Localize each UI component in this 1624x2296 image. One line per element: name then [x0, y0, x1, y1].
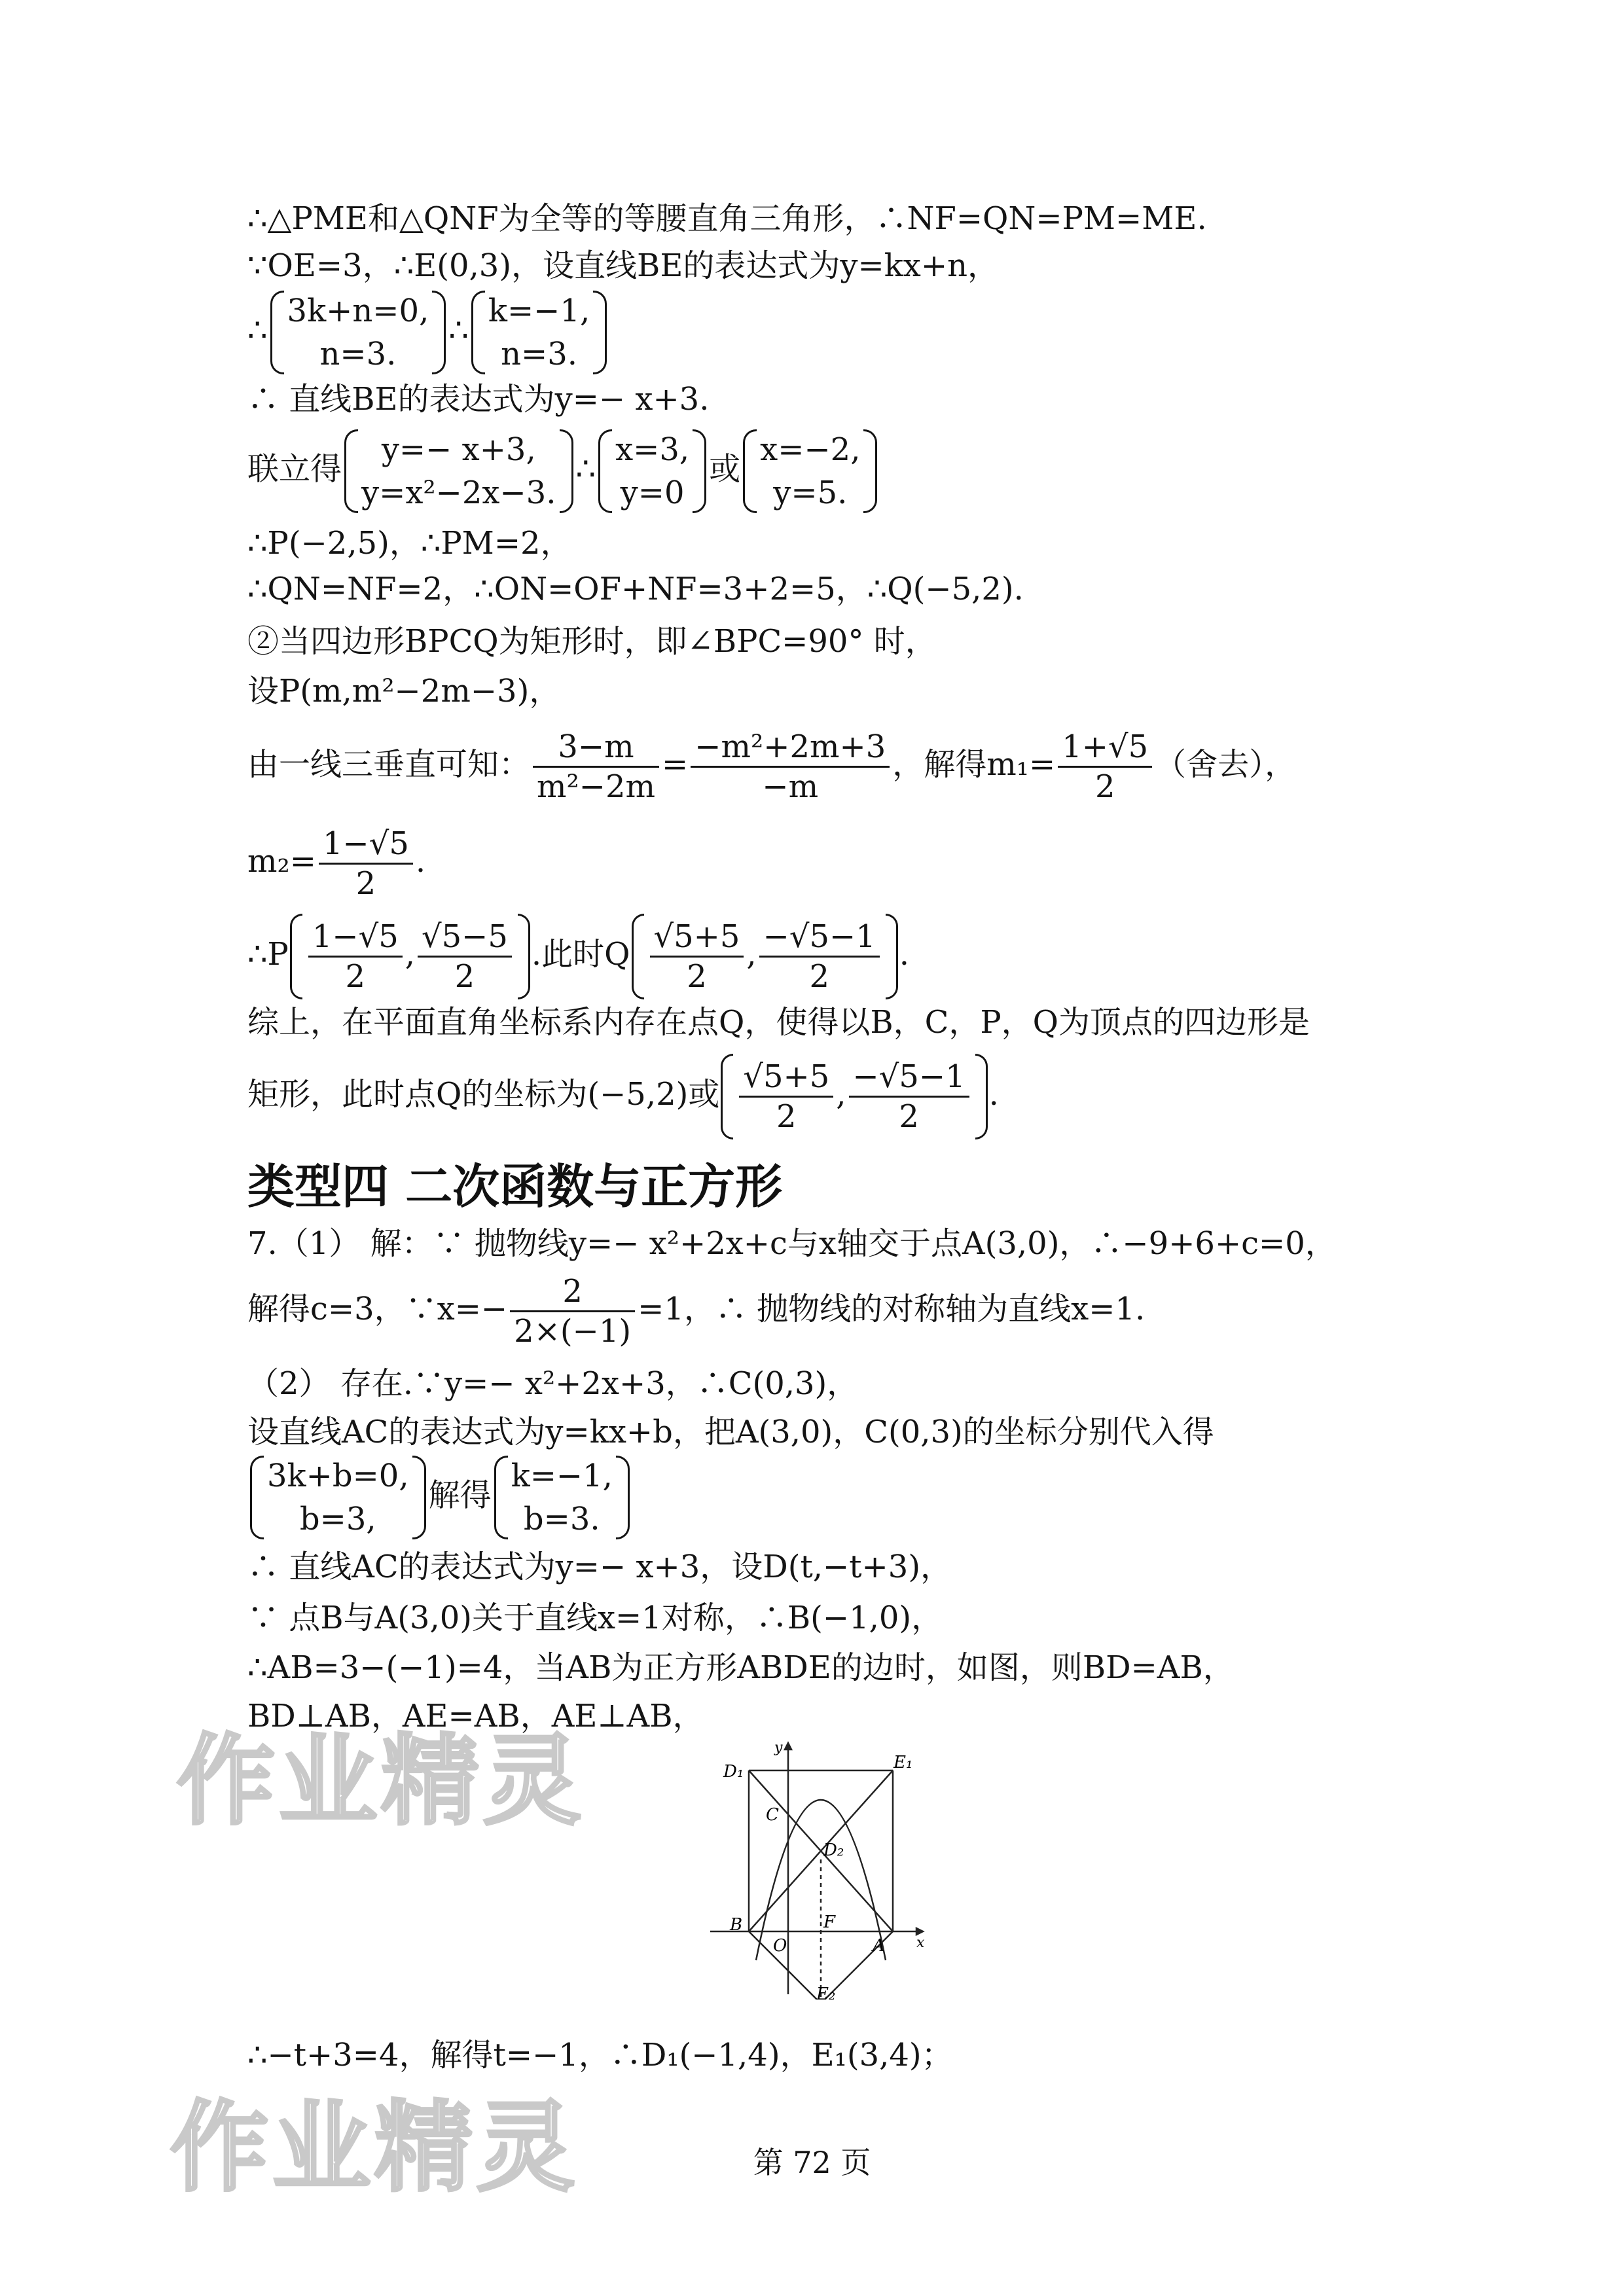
- system-row: k=−1,: [488, 293, 590, 329]
- line-text: .: [899, 936, 910, 973]
- line-text: （舍去），: [1155, 746, 1297, 783]
- label-e2: E₂: [816, 1984, 836, 2000]
- line-text: .: [988, 1076, 999, 1113]
- system-row: y=− x+3,: [381, 431, 536, 468]
- line-14: [247, 1058, 999, 1136]
- line-text: 解得: [428, 1477, 492, 1514]
- denominator: 2: [687, 958, 707, 995]
- numerator: 2: [510, 1272, 635, 1312]
- line-4: ∴ 直线BE的表达式为y=− x+3.: [247, 381, 710, 418]
- system-row: y=x²−2x−3.: [361, 475, 556, 511]
- line-15: 7.（1） 解：∵ 抛物线y=− x²+2x+c与x轴交于点A(3,0)，∴−9+6+c=0，: [247, 1225, 1337, 1262]
- numerator: 1+√5: [1058, 728, 1152, 768]
- equation-system-5: [740, 427, 880, 516]
- denominator: 2: [899, 1098, 919, 1135]
- label-o: O: [773, 1936, 787, 1956]
- page-number: 第 72 页: [753, 2145, 871, 2180]
- line-prefix: 解得c=3，∵x=−: [247, 1291, 508, 1327]
- coordinate-p: [289, 918, 532, 996]
- therefore-symbol: ∴: [575, 450, 596, 488]
- system-row: x=3,: [615, 431, 690, 468]
- line-22: ∴AB=3−(−1)=4，当AB为正方形ABDE的边时，如图，则BD=AB，: [247, 1649, 1235, 1686]
- line-7: ∴QN=NF=2，∴ON=OF+NF=3+2=5，∴Q(−5,2).: [247, 571, 1024, 607]
- system-row: k=−1,: [511, 1458, 613, 1494]
- system-row: 3k+n=0,: [287, 293, 429, 329]
- therefore-symbol: ∴: [247, 312, 268, 349]
- line-10: [247, 728, 1296, 806]
- system-row: n=3.: [319, 336, 397, 372]
- line-8: ②当四边形BPCQ为矩形时，即∠BPC=90° 时，: [247, 623, 937, 660]
- line-19: [247, 1453, 632, 1542]
- denominator: m²−2m: [537, 768, 656, 805]
- watermark-lower: 作业精灵: [170, 2091, 579, 2205]
- numerator: 1−√5: [308, 918, 403, 958]
- line-1: ∴△PME和△QNF为全等的等腰直角三角形，∴NF=QN=PM=ME.: [247, 200, 1207, 237]
- line-text: .: [415, 843, 426, 880]
- numerator: 3−m: [533, 728, 659, 768]
- system-row: 3k+b=0,: [267, 1458, 409, 1494]
- line-20: ∴ 直线AC的表达式为y=− x+3，设D(t,−t+3)，: [247, 1549, 952, 1585]
- therefore-symbol: ∴: [448, 312, 469, 349]
- numerator: √5−5: [418, 918, 512, 958]
- numerator: −√5−1: [849, 1058, 969, 1098]
- line-text: =1，∴ 抛物线的对称轴为直线x=1.: [638, 1291, 1146, 1327]
- line-12: [247, 918, 909, 996]
- numerator: √5+5: [739, 1058, 833, 1098]
- denominator: 2: [776, 1098, 797, 1135]
- line-text: ，解得m₁=: [892, 746, 1056, 783]
- fraction-2: [691, 728, 890, 806]
- fraction-9: [739, 1058, 833, 1136]
- fraction-4: [319, 825, 413, 903]
- numerator: √5+5: [650, 918, 744, 958]
- label-c: C: [766, 1805, 779, 1825]
- line-prefix: ∴P: [247, 936, 289, 973]
- equation-system-2: [469, 288, 609, 377]
- numerator: 1−√5: [319, 825, 413, 865]
- coordinate-q: [630, 918, 899, 996]
- denominator: 2: [454, 958, 475, 995]
- equals-sign: =: [662, 746, 689, 783]
- line-13: 综上，在平面直角坐标系内存在点Q，使得以B，C，P，Q为顶点的四边形是: [247, 1004, 1310, 1041]
- line-17: （2） 存在.∵y=− x²+2x+3，∴C(0,3)，: [247, 1365, 859, 1402]
- x-axis-arrow: [916, 1928, 923, 1935]
- or-word: 或: [709, 450, 741, 488]
- fraction-6: [418, 918, 512, 996]
- equation-system-6: [247, 1453, 429, 1542]
- label-x: x: [916, 1935, 925, 1951]
- system-row: x=−2,: [760, 431, 861, 468]
- section-heading: 类型四 二次函数与正方形: [247, 1159, 783, 1214]
- line-5: [247, 427, 880, 516]
- fraction-3: [1058, 728, 1152, 806]
- denominator: −m: [762, 768, 819, 805]
- comma: ,: [405, 936, 415, 973]
- comma: ,: [836, 1076, 846, 1113]
- line-21: ∵ 点B与A(3,0)关于直线x=1对称，∴B(−1,0)，: [247, 1600, 943, 1636]
- line-prefix: 联立得: [247, 450, 342, 488]
- label-d2: D₂: [823, 1840, 844, 1860]
- line-prefix: m₂=: [247, 843, 316, 880]
- denominator: 2×(−1): [514, 1313, 632, 1350]
- line-prefix: 由一线三垂直可知：: [247, 746, 531, 783]
- equation-system-4: [596, 427, 709, 516]
- system-row: n=3.: [501, 336, 577, 372]
- equation-system-3: [342, 427, 576, 516]
- line-9: 设P(m,m²−2m−3)，: [247, 673, 561, 709]
- line-text: .此时Q: [531, 936, 630, 973]
- line-24: ∴−t+3=4，解得t=−1，∴D₁(−1,4)，E₁(3,4)；: [247, 2037, 953, 2073]
- fraction-1: [533, 728, 659, 806]
- label-a: A: [873, 1936, 885, 1956]
- system-row: b=3.: [523, 1501, 600, 1537]
- comma: ,: [746, 936, 757, 973]
- watermark-upper: 作业精灵: [177, 1725, 586, 1839]
- line-11: [247, 825, 425, 903]
- geometry-figure: [704, 1738, 926, 2000]
- coordinate-q-answer: [719, 1058, 988, 1136]
- fraction-10: [849, 1058, 969, 1136]
- numerator: −√5−1: [759, 918, 880, 958]
- label-d1: D₁: [723, 1762, 744, 1782]
- line-23: BD⊥AB，AE=AB，AE⊥AB，: [247, 1698, 704, 1734]
- denominator: 2: [345, 958, 366, 995]
- system-row: y=0: [620, 475, 685, 511]
- label-e1: E₁: [893, 1753, 913, 1772]
- fraction-5: [308, 918, 403, 996]
- denominator: 2: [1094, 768, 1115, 805]
- system-row: b=3,: [299, 1501, 376, 1537]
- line-2: ∵OE=3，∴E(0,3)，设直线BE的表达式为y=kx+n，: [247, 247, 999, 284]
- equation-system-7: [492, 1453, 632, 1542]
- equation-system-1: [268, 288, 449, 377]
- denominator: 2: [355, 865, 376, 902]
- line-3: [247, 288, 609, 377]
- fraction-8: [759, 918, 880, 996]
- line-16: [247, 1272, 1145, 1350]
- numerator: −m²+2m+3: [691, 728, 890, 768]
- label-f: F: [823, 1912, 836, 1932]
- label-y: y: [774, 1740, 783, 1756]
- line-18: 设直线AC的表达式为y=kx+b，把A(3,0)，C(0,3)的坐标分别代入得: [247, 1414, 1214, 1450]
- fraction-11: [510, 1272, 635, 1350]
- label-b: B: [730, 1915, 743, 1935]
- fraction-7: [650, 918, 744, 996]
- line-prefix: 矩形，此时点Q的坐标为(−5,2)或: [247, 1076, 720, 1113]
- y-axis-arrow: [785, 1743, 791, 1749]
- system-row: y=5.: [773, 475, 848, 511]
- denominator: 2: [809, 958, 829, 995]
- line-6: ∴P(−2,5)，∴PM=2，: [247, 525, 572, 562]
